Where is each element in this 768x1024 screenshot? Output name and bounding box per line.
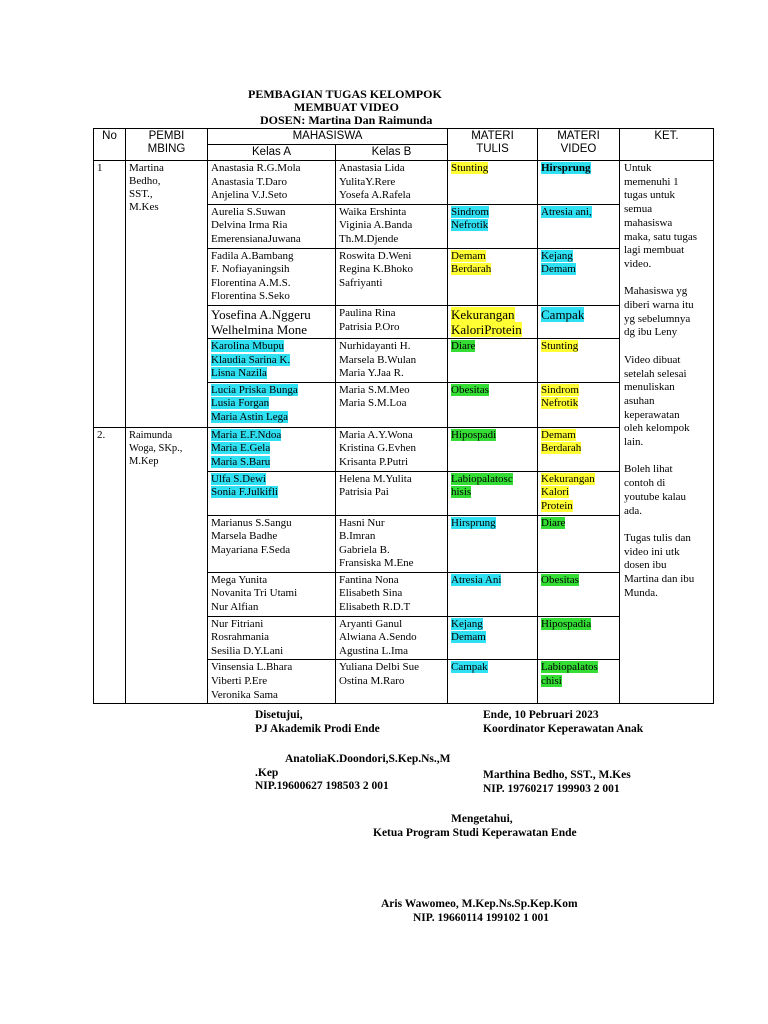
keterangan-line: maka, satu tugas: [624, 230, 698, 243]
signature-center-heading: Mengetahui, Ketua Program Studi Keperawatan Ende: [373, 813, 577, 839]
keterangan-line: [624, 450, 710, 464]
materi-tulis-cell: Diare: [448, 338, 538, 382]
materi-video-cell: Hipospadia: [538, 616, 620, 660]
kelas-b-cell: Roswita D.Weni Regina K.Bhoko Safriyanti: [336, 248, 448, 305]
signature-left-heading: Disetujui, PJ Akademik Prodi Ende: [255, 709, 380, 735]
kelas-b-cell: Fantina Nona Elisabeth Sina Elisabeth R.D.T: [336, 572, 448, 616]
group-1-no: 1: [94, 161, 126, 428]
materi-tulis-cell: Labiopalatosc hisis: [448, 471, 538, 515]
keterangan-line: ada.: [624, 504, 643, 517]
materi-video-cell: Kejang Demam: [538, 248, 620, 305]
header-kelas-b: Kelas B: [336, 145, 448, 161]
materi-tulis-cell: Stunting: [448, 161, 538, 205]
header-materi-tulis: MATERI TULIS: [448, 129, 538, 161]
keterangan-line: contoh di: [624, 477, 666, 490]
kelas-a-cell: Marianus S.Sangu Marsela Badhe Mayariana F.Seda: [208, 515, 336, 572]
header-pembimbing: PEMBI MBING: [126, 129, 208, 161]
kelas-b-cell: Maria S.M.Meo Maria S.M.Loa: [336, 382, 448, 427]
keterangan-line: dg ibu Leny: [624, 326, 678, 339]
materi-video-cell: Diare: [538, 515, 620, 572]
keterangan-line: setelah selesai: [624, 367, 687, 380]
materi-video-cell: Hirsprung: [538, 161, 620, 205]
materi-video-cell: Stunting: [538, 338, 620, 382]
kelas-b-cell: Nurhidayanti H. Marsela B.Wulan Maria Y.Jaa R.: [336, 338, 448, 382]
keterangan-cell: [620, 161, 714, 704]
header-materi-video: MATERI VIDEO: [538, 129, 620, 161]
keterangan-line: Martina dan ibu: [624, 573, 695, 586]
materi-tulis-cell: Campak: [448, 660, 538, 704]
kelas-a-cell: Yosefina A.Nggeru Welhelmina Mone: [208, 305, 336, 338]
materi-video-cell: Labiopalatos chisi: [538, 660, 620, 704]
kelas-b-cell: Waika Ershinta Viginia A.Banda Th.M.Djende: [336, 204, 448, 248]
keterangan-line: semua: [624, 203, 653, 216]
keterangan-line: Tugas tulis dan: [624, 531, 691, 544]
group-1-pembimbing: Martina Bedho, SST., M.Kes: [126, 161, 208, 428]
keterangan-line: Untuk: [624, 162, 652, 174]
document-title: [0, 88, 768, 127]
kelas-a-cell: Ulfa S.Dewi Sonia F.Julkifli: [208, 471, 336, 515]
keterangan-line: mahasiswa: [624, 216, 673, 229]
keterangan-line: [624, 272, 710, 286]
kelas-b-cell: Hasni Nur B.Imran Gabriela B. Fransiska M.Ene: [336, 515, 448, 572]
keterangan-line: keperawatan: [624, 408, 680, 421]
kelas-b-cell: Yuliana Delbi Sue Ostina M.Raro: [336, 660, 448, 704]
kelas-a-cell: Mega Yunita Novanita Tri Utami Nur Alfian: [208, 572, 336, 616]
group-2-no: 2.: [94, 427, 126, 704]
materi-tulis-cell: Demam Berdarah: [448, 248, 538, 305]
materi-tulis-cell: Kekurangan KaloriProtein: [448, 305, 538, 338]
header-mahasiswa: MAHASISWA: [208, 129, 448, 145]
keterangan-line: video ini utk: [624, 545, 680, 558]
kelas-b-cell: Paulina Rina Patrisia P.Oro: [336, 305, 448, 338]
materi-video-cell: Kekurangan Kalori Protein: [538, 471, 620, 515]
kelas-b-cell: Anastasia Lida YulitaY.Rere Yosefa A.Rafela: [336, 161, 448, 205]
keterangan-line: lagi membuat: [624, 244, 685, 257]
signature-right-heading: Ende, 10 Pebruari 2023 Koordinator Keperawatan Anak: [483, 709, 644, 735]
header-ket: KET.: [620, 129, 714, 161]
title-line-3: DOSEN: Martina Dan Raimunda: [260, 113, 433, 127]
keterangan-line: Video dibuat: [624, 353, 681, 366]
keterangan-line: tugas untuk: [624, 189, 676, 202]
kelas-b-cell: Maria A.Y.Wona Kristina G.Evhen Krisanta P.Putri: [336, 427, 448, 471]
kelas-a-cell: Aurelia S.Suwan Delvina Irma Ria EmerensianaJuwana: [208, 204, 336, 248]
keterangan-line: Boleh lihat: [624, 463, 673, 476]
kelas-a-cell: Anastasia R.G.Mola Anastasia T.Daro Anjelina V.J.Seto: [208, 161, 336, 205]
kelas-a-cell: Maria E.F.Ndoa Maria E.Gela Maria S.Baru: [208, 427, 336, 471]
keterangan-line: [624, 340, 710, 354]
keterangan-line: oleh kelompok: [624, 422, 690, 435]
materi-tulis-cell: Sindrom Nefrotik: [448, 204, 538, 248]
keterangan-line: video.: [624, 257, 652, 270]
materi-tulis-cell: Obesitas: [448, 382, 538, 427]
header-kelas-a: Kelas A: [208, 145, 336, 161]
kelas-a-cell: Nur Fitriani Rosrahmania Sesilia D.Y.Lani: [208, 616, 336, 660]
materi-video-cell: Demam Berdarah: [538, 427, 620, 471]
signature-right-name: Marthina Bedho, SST., M.Kes NIP. 19760217 199903 2 001: [483, 769, 631, 795]
keterangan-line: menuliskan: [624, 381, 675, 394]
materi-video-cell: Campak: [538, 305, 620, 338]
header-no: No: [94, 129, 126, 161]
group-2-pembimbing: Raimunda Woga, SKp., M.Kep: [126, 427, 208, 704]
keterangan-line: Mahasiswa yg: [624, 285, 688, 298]
kelas-a-cell: Lucia Priska Bunga Lusia Forgan Maria Astin Lega: [208, 382, 336, 427]
materi-tulis-cell: Atresia Ani: [448, 572, 538, 616]
materi-tulis-cell: Hirsprung: [448, 515, 538, 572]
assignment-table: [93, 128, 714, 704]
title-line-2: MEMBUAT VIDEO: [294, 100, 400, 114]
keterangan-line: Munda.: [624, 586, 658, 599]
keterangan-line: asuhan: [624, 394, 655, 407]
keterangan-line: lain.: [624, 436, 644, 449]
keterangan-line: memenuhi 1: [624, 175, 679, 188]
kelas-b-cell: Aryanti Ganul Alwiana A.Sendo Agustina L.Ima: [336, 616, 448, 660]
keterangan-line: yg sebelumnya: [624, 312, 691, 325]
keterangan-line: [624, 518, 710, 532]
materi-tulis-cell: Hipospadi: [448, 427, 538, 471]
materi-video-cell: Sindrom Nefrotik: [538, 382, 620, 427]
kelas-a-cell: Karolina Mbupu Klaudia Sarina K. Lisna Nazila: [208, 338, 336, 382]
materi-tulis-cell: Kejang Demam: [448, 616, 538, 660]
keterangan-line: dosen ibu: [624, 559, 667, 572]
keterangan-line: youtube kalau: [624, 490, 687, 503]
title-line-1: PEMBAGIAN TUGAS KELOMPOK: [248, 87, 442, 101]
materi-video-cell: Obesitas: [538, 572, 620, 616]
signature-center-name: Aris Wawomeo, M.Kep.Ns.Sp.Kep.Kom NIP. 19660114 199102 1 001: [381, 898, 578, 924]
kelas-a-cell: Vinsensia L.Bhara Viberti P.Ere Veronika Sama: [208, 660, 336, 704]
kelas-a-cell: Fadila A.Bambang F. Nofiayaningsih Florentina A.M.S. Florentina S.Seko: [208, 248, 336, 305]
materi-video-cell: Atresia ani,: [538, 204, 620, 248]
keterangan-line: diberi warna itu: [624, 299, 694, 312]
kelas-b-cell: Helena M.Yulita Patrisia Pai: [336, 471, 448, 515]
signature-left-name: AnatoliaK.Doondori,S.Kep.Ns.,M .Kep NIP.19600627 198503 2 001: [255, 753, 451, 792]
